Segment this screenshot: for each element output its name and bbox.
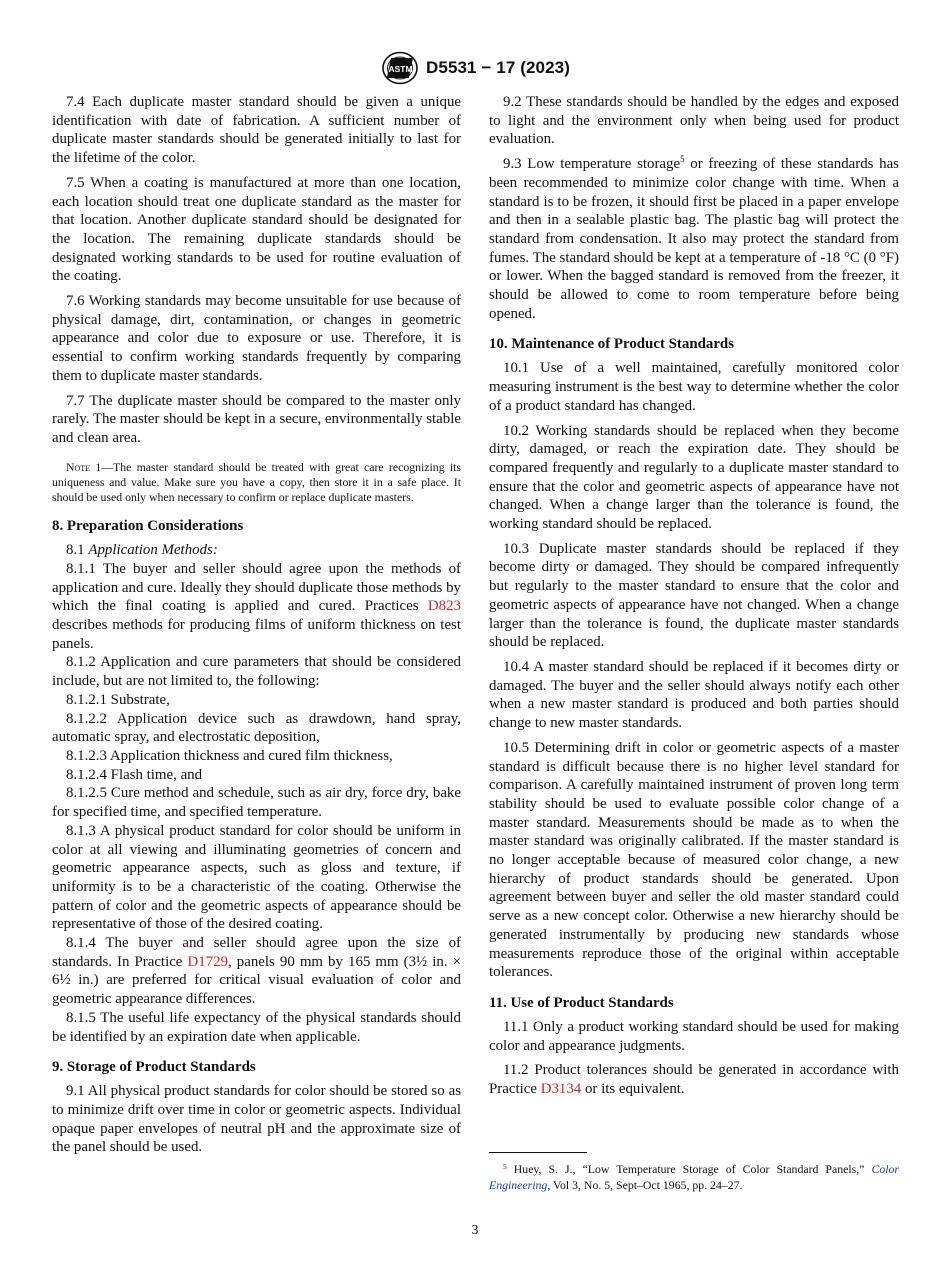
paragraph-8-1-1: 8.1.1 The buyer and seller should agree upon the methods of application and cure. Ideally they should duplicate those methods by which the final coating is applied and cured. Practices D823 describes methods for producing films of uniform thickness on test panels. — [52, 560, 461, 652]
footnote-divider — [489, 1152, 587, 1153]
paragraph-8-1-5: 8.1.5 The useful life expectancy of the physical standards should be identified by an expiration date when applicable. — [52, 1009, 461, 1045]
astm-logo — [380, 51, 420, 85]
paragraph-9-2: 9.2 These standards should be handled by the edges and exposed to light and the environment only when being used for product evaluation. — [489, 94, 899, 148]
paragraph-8-1-title: Application Methods: — [88, 542, 218, 559]
footnote-5: $^5$ Huey, S. J., “Low Temperature Storage of Color Standard Panels,” Color Engineering, Vol 3, No. 5, Sept–Oct 1965, pp. 24–27. — [489, 1162, 899, 1192]
page-number: 3 — [471, 1222, 479, 1237]
paragraph-10-4: 10.4 A master standard should be replaced if it becomes dirty or damaged. The buyer and the seller should always notify each other when a new master standard is produced and both parties should change to new master standards. — [489, 658, 899, 732]
paragraph-8-1: 8.1 Application Methods: — [66, 542, 218, 559]
right-column — [489, 93, 899, 1105]
paragraph-8-1-3: 8.1.3 A physical product standard for color should be uniform in color at all viewing and illuminating geometries of concern and geometric appearance aspects, such as gloss and texture, if uniformity is to be a characteristic of the coating. Otherwise the pattern of color and the geometric aspects of appearance should be representative of those of the desired coating. — [52, 822, 461, 933]
paragraph-11-2: 11.2 Product tolerances should be generated in accordance with Practice D3134 or its equivalent. — [489, 1062, 899, 1098]
paragraph-7-4: 7.4 Each duplicate master standard should be given a unique identification with date of fabrication. A sufficient number of duplicate master standards should be generated initially to last for the lifetime of the color. — [52, 94, 461, 167]
paragraph-11-1: 11.1 Only a product working standard should be used for making color and appearance judgments. — [489, 1018, 899, 1054]
footnote-ref-5[interactable]: 5 — [680, 154, 685, 165]
paragraph-8-1-2: 8.1.2 Application and cure parameters that should be considered include, but are not limited to, the following: — [52, 654, 461, 690]
link-d1729[interactable]: D1729 — [187, 953, 229, 970]
paragraph-7-5: 7.5 When a coating is manufactured at more than one location, each location should treat one duplicate standard as the master for that location. Another duplicate standard should be designated for the location. The remaining duplicate standards should be designated working standards to be used for routine evaluation of the coating. — [52, 174, 461, 285]
link-d823[interactable]: D823 — [427, 598, 461, 615]
paragraph-8-1-2-3: 8.1.2.3 Application thickness and cured film thickness, — [66, 748, 393, 764]
paragraph-9-3: 9.3 Low temperature storage$^5$ or freezing of these standards has been recommended to minimize color change with time. When a standard is to be frozen, it should first be placed in a paper envelope and then in a sealable plastic bag. The plastic bag will protect the standard from condensation. It also may protect the standard from fumes. The standard should be kept at a temperature of -18 °C (0 °F) or lower. When the bagged standard is removed from the freezer, it should be allowed to come to room temperature before being opened. — [489, 154, 899, 322]
paragraph-10-1: 10.1 Use of a well maintained, carefully monitored color measuring instrument is the best way to determine whether the color of a product standard has changed. — [489, 360, 899, 414]
paragraph-7-6: 7.6 Working standards may become unsuitable for use because of physical damage, dirt, contamination, or changes in geometric appearance and color due to exposure or use. Therefore, it is essential to confirm working standards frequently by comparing them to duplicate master standards. — [52, 293, 461, 384]
paragraph-7-7: 7.7 The duplicate master should be compared to the master only rarely. The master should be kept in a secure, environmentally stable and clean area. — [52, 392, 461, 446]
note-label: Note 1 — [66, 459, 102, 474]
left-column — [52, 93, 461, 1163]
section-heading-9: 9. Storage of Product Standards — [52, 1059, 256, 1076]
link-d3134[interactable]: D3134 — [540, 1081, 582, 1098]
paragraph-8-1-2-5: 8.1.2.5 Cure method and schedule, such as air dry, force dry, bake for specified time, and specified temperature. — [52, 785, 461, 821]
paragraph-10-5: 10.5 Determining drift in color or geometric aspects of a master standard is difficult because there is no higher level standard for comparison. A carefully maintained instrument of proven long term stability should be used to evaluate possible color change of a master standard. Measurements should be made as to when the master standard was originally calibrated. If the master standard is no longer acceptable because of measured color change, a new hierarchy of product standards should be generated. Upon agreement between buyer and seller the old master standard could serve as a new concept color. Otherwise a new hierarchy should be generated instrumentally by producing new standards whose measurements reproduce those of the original within acceptable tolerances. — [489, 739, 899, 981]
paragraph-8-1-2-1: 8.1.2.1 Substrate, — [66, 691, 170, 708]
page-header — [0, 50, 950, 86]
section-heading-8: 8. Preparation Considerations — [52, 518, 244, 535]
link-color-engineering[interactable]: Color Engineering — [489, 1162, 899, 1192]
paragraph-9-1: 9.1 All physical product standards for color should be stored so as to minimize drift over time in color or geometric aspects. Individual opaque paper envelopes of neutral pH and the approximate size of the panel should be used. — [52, 1083, 461, 1156]
note-text: —The master standard should be treated with great care recognizing its uniqueness and value. Make sure you have a copy, then store it in a safe place. It should be used only when necessary to confirm or replace duplicate masters. — [52, 459, 462, 505]
note-1 — [52, 460, 461, 506]
paragraph-10-3: 10.3 Duplicate master standards should be replaced if they become dirty or damaged. They should be compared infrequently but regularly to the master standard to ensure that the color and geometric aspects of appearance have not changed. When a change larger than the tolerance is found, the duplicate master standards should be replaced. — [489, 540, 899, 651]
section-heading-10: 10. Maintenance of Product Standards — [489, 336, 735, 353]
section-heading-11: 11. Use of Product Standards — [489, 994, 674, 1011]
paragraph-10-2: 10.2 Working standards should be replaced when they become dirty, damaged, or reach the expiration date. They should be compared frequently and regularly to a duplicate master standard to ensure that the color and geometric aspects of appearance have not changed. When a change larger than the tolerance is found, the working standard should be replaced. — [489, 422, 899, 533]
paragraph-8-1-2-2: 8.1.2.2 Application device such as drawdown, hand spray, automatic spray, and electrostatic deposition, — [52, 710, 461, 746]
paragraph-8-1-4: 8.1.4 The buyer and seller should agree upon the size of standards. In Practice D1729, panels 90 mm by 165 mm (3½ in. × 6½ in.) are preferred for critical visual evaluation of color and geometric appearance differences. — [52, 935, 461, 1008]
document-designation: D5531 − 17 (2023) — [426, 58, 570, 77]
svg-text:ASTM: ASTM — [388, 64, 413, 74]
paragraph-8-1-2-4: 8.1.2.4 Flash time, and — [66, 766, 203, 783]
